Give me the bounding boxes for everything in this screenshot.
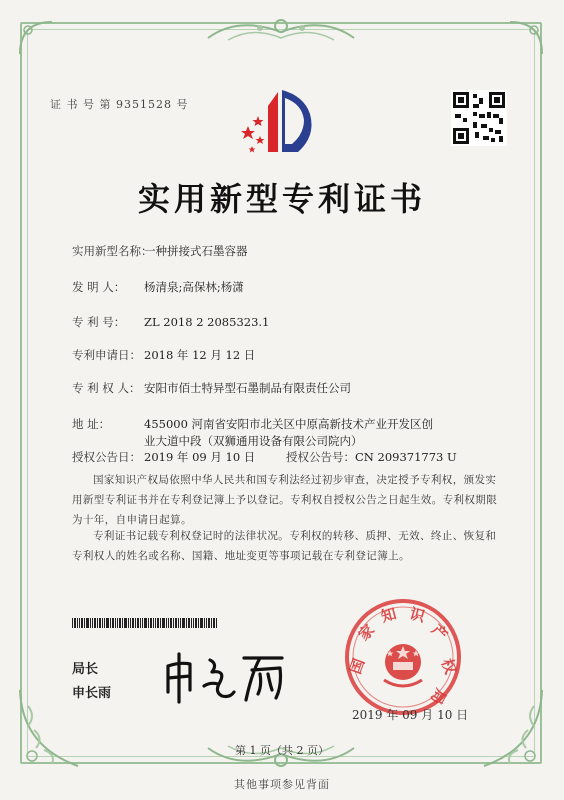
inventor-row — [72, 280, 244, 295]
svg-text:家: 家 — [354, 620, 379, 645]
back-note: 其他事项参见背面 — [234, 778, 330, 791]
address-row — [72, 417, 433, 432]
page-number: 第 1 页（共 2 页） — [235, 744, 329, 757]
patent-number-row — [72, 315, 269, 330]
patent-number-label: 专 利 号： — [72, 315, 126, 329]
top-ornament — [198, 14, 364, 48]
svg-text:国: 国 — [346, 656, 369, 677]
svg-text:识: 识 — [407, 604, 427, 626]
corner-ornament-top-left — [16, 18, 56, 58]
grant-number-label: 授权公告号： — [286, 450, 355, 464]
grant-date-label: 授权公告日： — [72, 450, 141, 464]
grant-date-row — [72, 450, 255, 465]
grant-paragraph: 国家知识产权局依照中华人民共和国专利法经过初步审查，决定授予专利权，颁发实用新型专利证书并在专利登记簿上予以登记。专利权自授权公告之日起生效。专利权期限为十年，自申请日起算。 — [72, 474, 498, 526]
utility-name-label: 实用新型名称： — [72, 244, 153, 258]
director-name: 申长雨 — [72, 686, 112, 701]
certificate-number: 证 书 号 第 9351528 号 — [50, 98, 189, 111]
barcode-icon — [72, 618, 218, 628]
address-line2: 业大道中段（双狮通用设备有限公司院内） — [144, 434, 363, 448]
address-line1: 455000 河南省安阳市北关区中原高新技术产业开发区创 — [144, 417, 434, 431]
svg-text:知: 知 — [379, 604, 399, 626]
official-seal — [338, 598, 468, 716]
svg-text:权: 权 — [437, 656, 460, 677]
qr-code-icon — [451, 90, 507, 146]
inventor-label: 发 明 人： — [72, 280, 126, 294]
patent-number-value: ZL 2018 2 2085323.1 — [144, 315, 270, 329]
legal-status-paragraph: 专利证书记载专利权登记时的法律状况。专利权的转移、质押、无效、终止、恢复和专利权人的姓名或名称、国籍、地址变更等事项记载在专利登记簿上。 — [72, 530, 497, 562]
patentee-row — [72, 381, 351, 396]
patentee-label: 专 利 权 人： — [72, 381, 141, 395]
seal-date: 2019 年 09 月 10 日 — [352, 708, 469, 722]
grant-number-row — [286, 450, 457, 465]
grant-date-value: 2019 年 09 月 10 日 — [144, 450, 256, 464]
svg-text:局: 局 — [426, 685, 450, 708]
address-label: 地 址： — [72, 417, 111, 431]
utility-name-row — [72, 244, 248, 259]
filing-date-value: 2018 年 12 月 12 日 — [144, 348, 256, 362]
inventor-value: 杨清泉;高保林;杨潇 — [144, 280, 244, 294]
corner-ornament-top-right — [506, 18, 546, 58]
svg-text:产: 产 — [427, 620, 452, 645]
cnipa-emblem-icon — [238, 86, 322, 156]
filing-date-row — [72, 348, 255, 363]
grant-number-value: CN 209371773 U — [355, 450, 457, 464]
director-signature — [160, 646, 290, 706]
patentee-value: 安阳市佰士特异型石墨制品有限责任公司 — [144, 381, 351, 395]
certificate-title: 实用新型专利证书 — [137, 180, 426, 218]
director-title: 局长 — [72, 662, 99, 677]
filing-date-label: 专利申请日： — [72, 348, 141, 362]
utility-name-value: 一种拼接式石墨容器 — [144, 244, 248, 258]
